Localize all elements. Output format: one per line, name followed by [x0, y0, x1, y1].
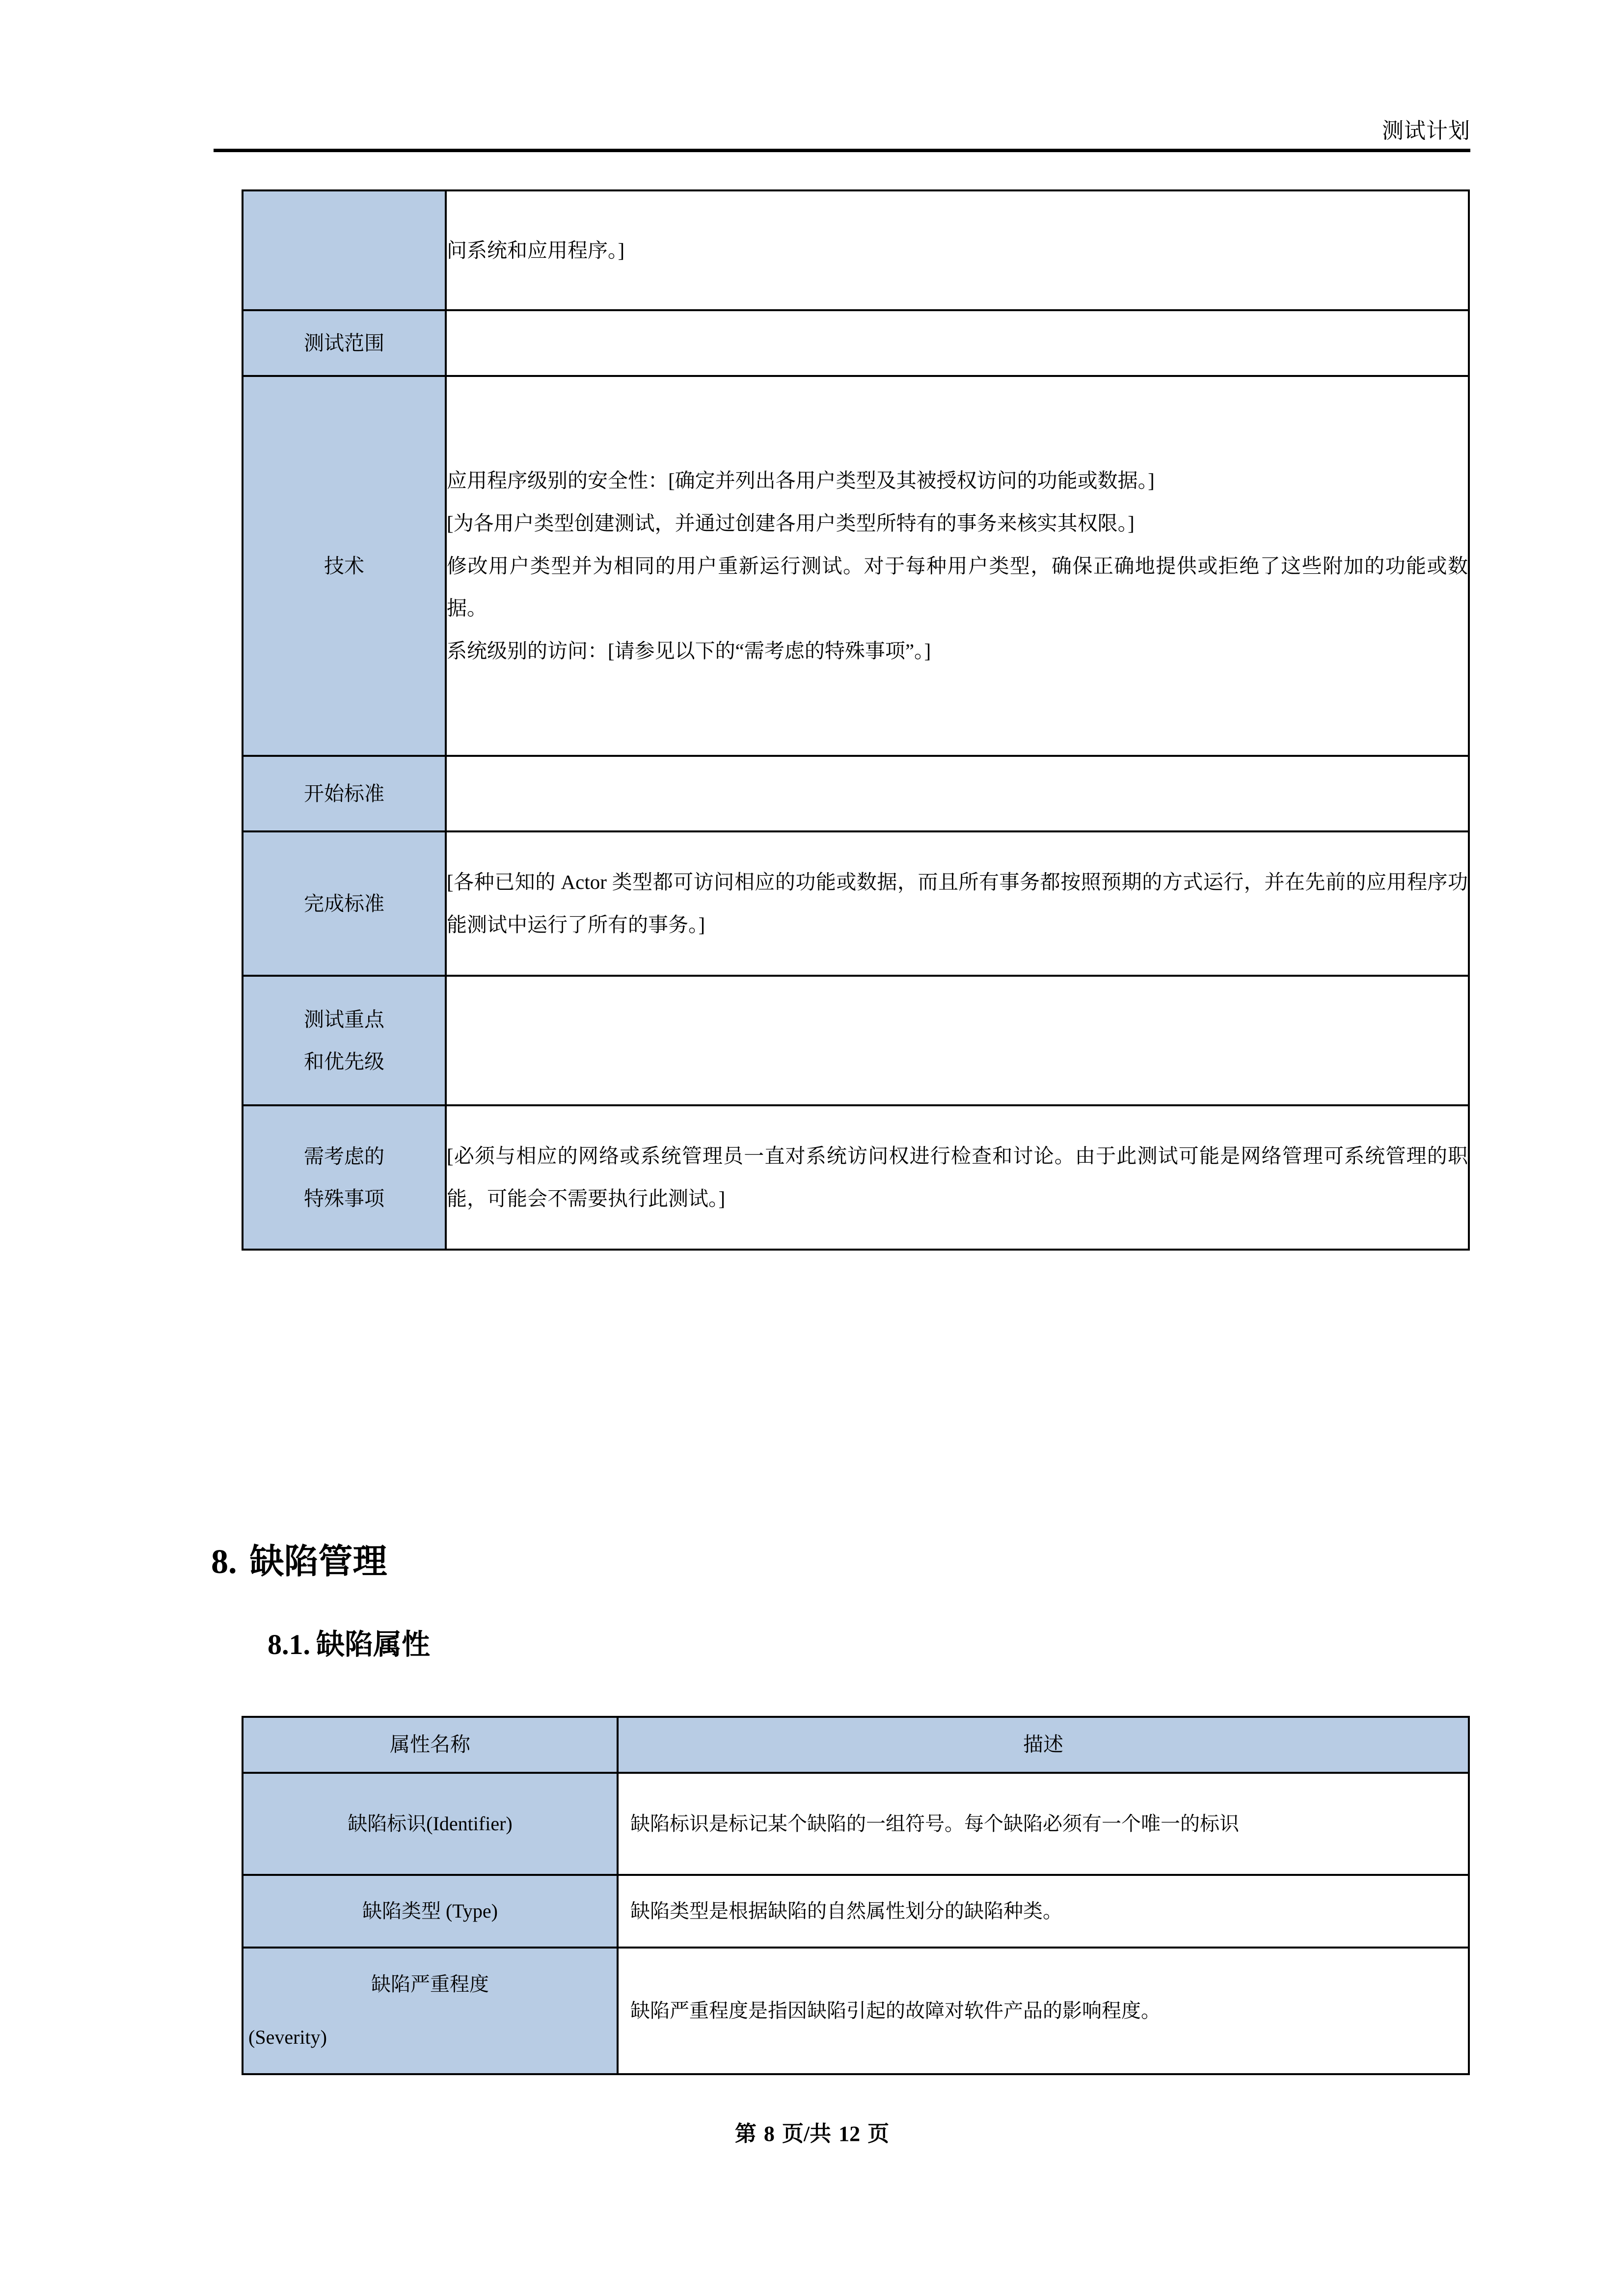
row-content-special-considerations	[446, 1105, 1469, 1250]
attribute-name-line: 缺陷严重程度	[371, 1973, 489, 1995]
subsection-title: 缺陷属性	[316, 1629, 431, 1660]
defect-attributes-table-body	[243, 1717, 1469, 2074]
row-content-technique	[446, 376, 1469, 756]
label-line: 需考虑的	[304, 1145, 384, 1168]
label-line: 特殊事项	[304, 1187, 384, 1210]
paragraph: 缺陷严重程度是指因缺陷引起的故障对软件产品的影响程度。	[630, 2000, 1161, 2022]
table-row	[243, 1875, 1469, 1948]
paragraph: 缺陷标识是标记某个缺陷的一组符号。每个缺陷必须有一个唯一的标识	[630, 1813, 1239, 1835]
footer-suffix: 页	[867, 2122, 890, 2146]
label-line: 开始标准	[304, 782, 384, 805]
row-label-test-focus-priority	[243, 976, 446, 1105]
section-heading-defect-management	[211, 1545, 387, 1579]
footer-prefix: 第	[734, 2122, 757, 2146]
attribute-name-severity	[243, 1948, 618, 2074]
label-line: 完成标准	[304, 892, 384, 915]
attribute-description-severity	[618, 1948, 1469, 2074]
row-content-completion-criteria	[446, 831, 1469, 976]
row-label-completion-criteria	[243, 831, 446, 976]
label-line: 技术	[324, 554, 364, 577]
row-content-start-criteria	[446, 756, 1469, 831]
attribute-name-line: (Severity)	[248, 2026, 327, 2048]
paragraph: 系统级别的访问：[请参见以下的“需考虑的特殊事项”。]	[447, 640, 931, 663]
row-label-technique	[243, 376, 446, 756]
table-row	[243, 310, 1469, 376]
footer-middle: 页/共	[782, 2122, 832, 2146]
column-header-attribute-name: 属性名称	[243, 1717, 618, 1773]
table-header-row	[243, 1717, 1469, 1773]
technique-table-body	[243, 190, 1469, 1250]
column-header-description: 描述	[618, 1717, 1469, 1773]
subsection-number: 8.1.	[268, 1629, 310, 1660]
label-line: 和优先级	[304, 1050, 384, 1073]
table-row	[243, 1948, 1469, 2074]
row-content-continuation	[446, 190, 1469, 310]
paragraph: 修改用户类型并为相同的用户重新运行测试。对于每种用户类型，确保正确地提供或拒绝了这些附加的功能或数据。	[447, 554, 1468, 620]
table-row	[243, 1773, 1469, 1875]
footer-total-pages: 12	[839, 2122, 861, 2146]
paragraph: 应用程序级别的安全性：[确定并列出各用户类型及其被授权访问的功能或数据。]	[447, 469, 1155, 492]
table-row	[243, 376, 1469, 756]
paragraph: [必须与相应的网络或系统管理员一直对系统访问权进行检查和讨论。由于此测试可能是网络管理可系统管理的职能，可能会不需要执行此测试。]	[447, 1145, 1468, 1210]
paragraph: [为各用户类型创建测试，并通过创建各用户类型所特有的事务来核实其权限。]	[447, 511, 1135, 534]
footer-current-page: 8	[763, 2122, 775, 2146]
subsection-heading-defect-attributes	[268, 1630, 430, 1659]
table-row	[243, 976, 1469, 1105]
paragraph: [各种已知的 Actor 类型都可访问相应的功能或数据，而且所有事务都按照预期的方式运行，并在先前的应用程序功能测试中运行了所有的事务。]	[447, 871, 1468, 936]
label-line: 测试重点	[304, 1008, 384, 1031]
attribute-description-identifier	[618, 1773, 1469, 1875]
table-row	[243, 756, 1469, 831]
label-line: 测试范围	[304, 331, 384, 354]
row-content-test-scope	[446, 310, 1469, 376]
attribute-description-type	[618, 1875, 1469, 1948]
section-number: 8.	[211, 1543, 237, 1581]
header-title: 测试计划	[1382, 119, 1470, 143]
paragraph: 问系统和应用程序。]	[447, 239, 625, 262]
row-content-test-focus-priority	[446, 976, 1469, 1105]
defect-attributes-table	[242, 1716, 1470, 2075]
attribute-name-type	[243, 1875, 618, 1948]
attribute-name-line: 缺陷标识(Identifier)	[348, 1813, 513, 1835]
row-label-special-considerations	[243, 1105, 446, 1250]
table-row	[243, 831, 1469, 976]
row-label-start-criteria	[243, 756, 446, 831]
table-row	[243, 190, 1469, 310]
attribute-name-line: 缺陷类型 (Type)	[362, 1900, 498, 1922]
paragraph: 缺陷类型是根据缺陷的自然属性划分的缺陷种类。	[630, 1900, 1062, 1922]
row-label-continuation	[243, 190, 446, 310]
technique-table	[242, 189, 1470, 1251]
page-header	[214, 106, 1470, 152]
page-footer	[0, 2123, 1624, 2145]
row-label-test-scope	[243, 310, 446, 376]
attribute-name-identifier	[243, 1773, 618, 1875]
section-title: 缺陷管理	[249, 1543, 387, 1581]
table-row	[243, 1105, 1469, 1250]
